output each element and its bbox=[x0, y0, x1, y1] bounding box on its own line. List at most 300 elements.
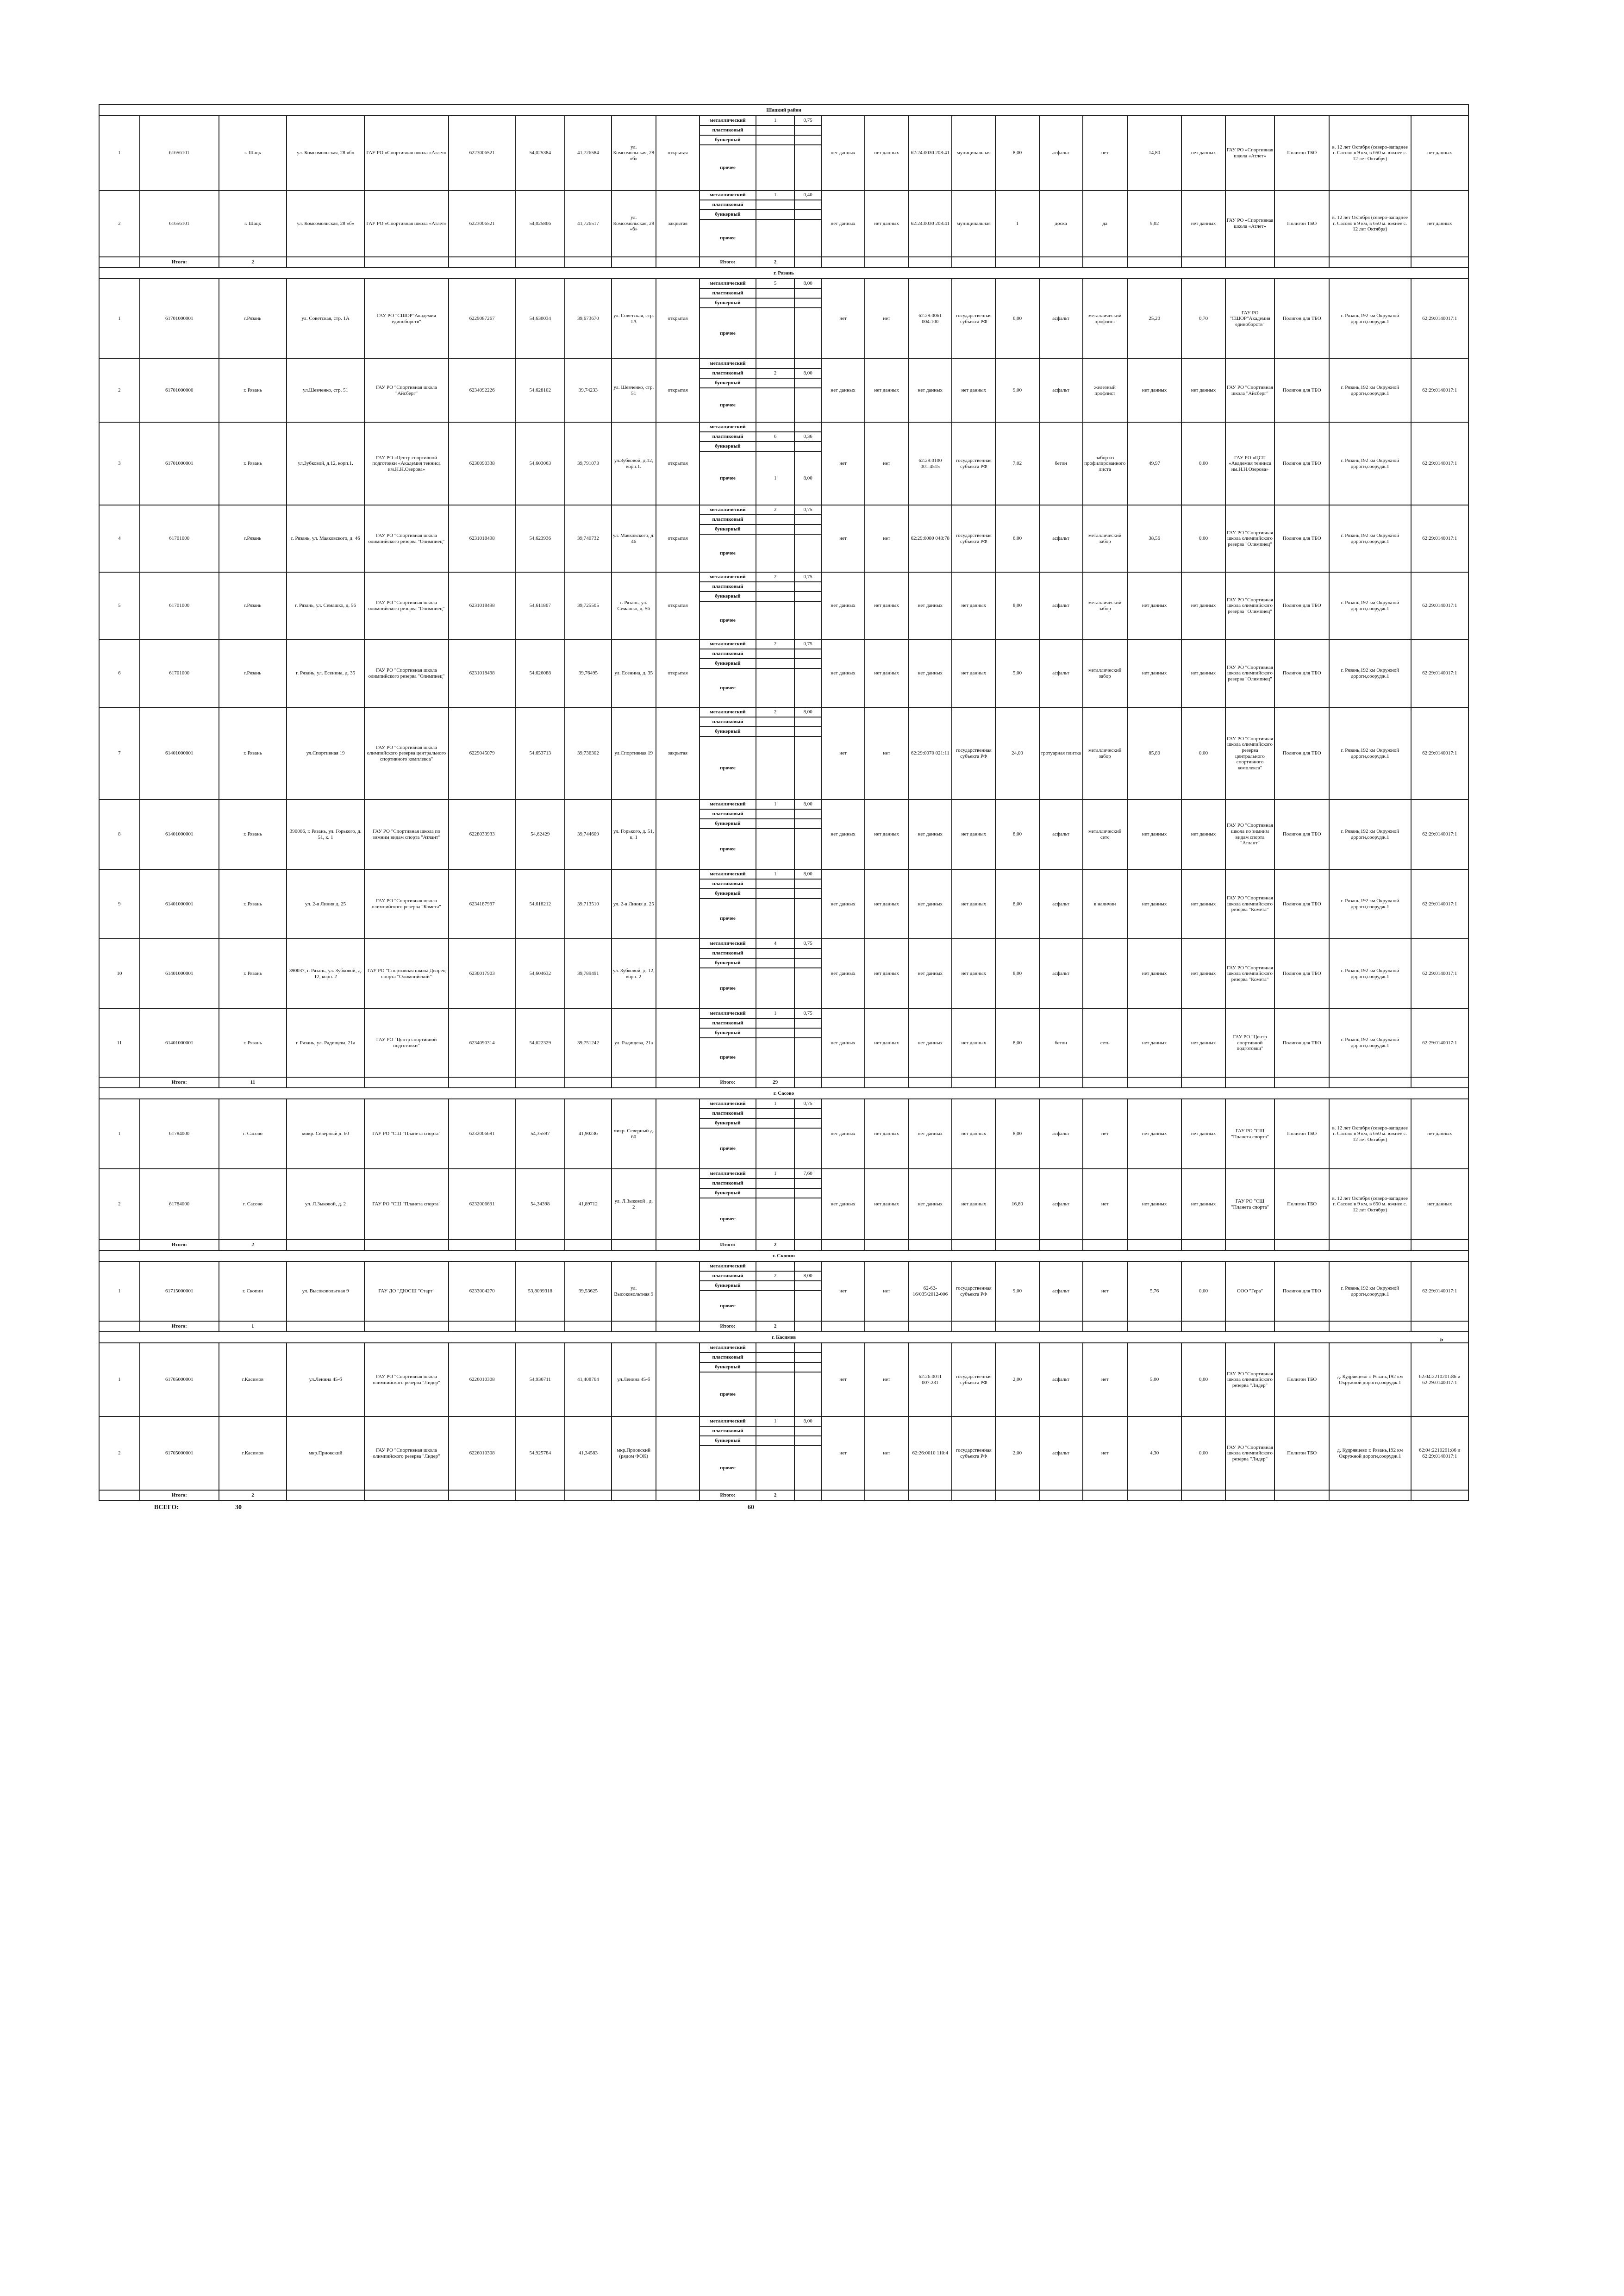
land-ownership: государственная субъекта РФ bbox=[952, 279, 995, 359]
container-type-label: металлический bbox=[700, 1099, 756, 1109]
empty-cell bbox=[515, 1077, 565, 1088]
total-label: Итого: bbox=[700, 1077, 756, 1088]
container-volume bbox=[794, 948, 821, 958]
site-area: 9,00 bbox=[995, 359, 1039, 422]
container-count: 1 bbox=[756, 799, 794, 809]
site-area: 2,00 bbox=[995, 1416, 1039, 1490]
container-count bbox=[756, 1446, 794, 1490]
longitude: 41,726517 bbox=[565, 190, 612, 257]
container-type-label: бункерный bbox=[700, 1436, 756, 1446]
row-number: 1 bbox=[99, 1343, 140, 1416]
empty-cell bbox=[1411, 1490, 1468, 1501]
site-owner: ГАУ РО "Спортивная школа олимпийского резерва "Лидер" bbox=[1225, 1343, 1275, 1416]
site-length: нет данных bbox=[1127, 359, 1182, 422]
location: ул.Спортивная 19 bbox=[612, 707, 656, 799]
container-type-label: прочее bbox=[700, 1128, 756, 1169]
container-volume: 0,75 bbox=[794, 939, 821, 948]
empty-cell bbox=[612, 1240, 656, 1250]
location: ул. Советская, стр. 1А bbox=[612, 279, 656, 359]
cell-col-22: нет данных bbox=[1181, 190, 1225, 257]
empty-cell bbox=[995, 257, 1039, 268]
empty-cell bbox=[1329, 1321, 1411, 1332]
fence-type: да bbox=[1083, 190, 1127, 257]
latitude: 54,623936 bbox=[515, 505, 565, 572]
oktmo-code: 61701000001 bbox=[140, 422, 219, 505]
empty-cell bbox=[449, 257, 515, 268]
cell-col-14: нет данных bbox=[821, 939, 865, 1009]
empty-cell bbox=[1225, 1490, 1275, 1501]
address: ул.Спортивная 19 bbox=[287, 707, 364, 799]
oktmo-code: 61701000001 bbox=[140, 279, 219, 359]
operator-inn: 6228033933 bbox=[449, 799, 515, 869]
empty-cell bbox=[821, 257, 865, 268]
container-count: 4 bbox=[756, 939, 794, 948]
total-sites: 11 bbox=[219, 1077, 287, 1088]
total-containers: 2 bbox=[756, 1240, 794, 1250]
empty-cell bbox=[1274, 1240, 1329, 1250]
longitude: 39,725505 bbox=[565, 572, 612, 639]
empty-cell bbox=[1329, 1077, 1411, 1088]
longitude: 41,726584 bbox=[565, 116, 612, 190]
fence-type: металлический сетс bbox=[1083, 799, 1127, 869]
cell-col-14: нет bbox=[821, 279, 865, 359]
operator-name: ГАУ РО "Спортивная школа Дворец спорта "Олимпийский" bbox=[364, 939, 449, 1009]
empty-cell bbox=[99, 1490, 140, 1501]
empty-cell bbox=[908, 1321, 952, 1332]
surface-type: тротуарная плитка bbox=[1039, 707, 1083, 799]
table-row bbox=[99, 1009, 1468, 1018]
container-count: 2 bbox=[756, 505, 794, 515]
latitude: 54,618212 bbox=[515, 869, 565, 939]
container-volume bbox=[794, 1128, 821, 1169]
container-count bbox=[756, 649, 794, 659]
longitude: 39,713510 bbox=[565, 869, 612, 939]
destination-address: г. Рязань,192 км Окружной дороги,соорудж.1 bbox=[1329, 1261, 1411, 1321]
empty-cell bbox=[1039, 1077, 1083, 1088]
oktmo-code: 61784000 bbox=[140, 1099, 219, 1169]
total-label: Итого: bbox=[140, 1077, 219, 1088]
container-volume bbox=[794, 1446, 821, 1490]
settlement: г. Шацк bbox=[219, 190, 287, 257]
total-label: Итого: bbox=[140, 1240, 219, 1250]
surface-type: асфальт bbox=[1039, 799, 1083, 869]
latitude: 54,622329 bbox=[515, 1009, 565, 1077]
cadastral-number: нет данных bbox=[908, 1009, 952, 1077]
empty-cell bbox=[99, 1240, 140, 1250]
destination-cadastral: 62:29:0140017:1 bbox=[1411, 639, 1468, 707]
empty-cell bbox=[1225, 1321, 1275, 1332]
empty-cell bbox=[99, 1077, 140, 1088]
container-type-label: прочее bbox=[700, 968, 756, 1009]
container-type-label: прочее bbox=[700, 534, 756, 572]
site-area: 6,00 bbox=[995, 279, 1039, 359]
empty-cell bbox=[1181, 1240, 1225, 1250]
surface-type: асфальт bbox=[1039, 505, 1083, 572]
empty-cell bbox=[1274, 1321, 1329, 1332]
fence-type: нет bbox=[1083, 116, 1127, 190]
location: г. Рязань, ул. Семашко, д. 56 bbox=[612, 572, 656, 639]
empty-cell bbox=[1181, 1490, 1225, 1501]
section-header-row bbox=[99, 1088, 1468, 1099]
container-count bbox=[756, 1038, 794, 1077]
site-length: нет данных bbox=[1127, 869, 1182, 939]
total-containers: 2 bbox=[756, 1490, 794, 1501]
container-volume bbox=[794, 582, 821, 592]
container-type-label: пластиковый bbox=[700, 200, 756, 210]
site-owner: ГАУ РО "Центр спортивной подготовки" bbox=[1225, 1009, 1275, 1077]
site-owner: ГАУ РО "СШ "Планета спорта" bbox=[1225, 1169, 1275, 1240]
section-title: г. Сасово bbox=[99, 1088, 1468, 1099]
container-count bbox=[756, 135, 794, 145]
fence-type: железный профлист bbox=[1083, 359, 1127, 422]
grand-total-containers: 60 bbox=[748, 1504, 754, 1511]
empty-cell bbox=[1225, 257, 1275, 268]
latitude: 54,628102 bbox=[515, 359, 565, 422]
oktmo-code: 61401000001 bbox=[140, 869, 219, 939]
surface-type: доска bbox=[1039, 190, 1083, 257]
operator-name: ГАУ РО "Спортивная школа олимпийского резерва центрального спортивного комплекса" bbox=[364, 707, 449, 799]
table-row bbox=[99, 505, 1468, 515]
container-type-label: металлический bbox=[700, 939, 756, 948]
longitude: 39,791073 bbox=[565, 422, 612, 505]
destination-cadastral: нет данных bbox=[1411, 1169, 1468, 1240]
empty-cell bbox=[1411, 1077, 1468, 1088]
location: ул. Маяковского, д. 46 bbox=[612, 505, 656, 572]
cell-col-14: нет данных bbox=[821, 190, 865, 257]
total-containers: 29 bbox=[756, 1077, 794, 1088]
site-owner: ГАУ РО "СШ "Планета спорта" bbox=[1225, 1099, 1275, 1169]
container-type-label: пластиковый bbox=[700, 717, 756, 727]
empty-cell bbox=[449, 1077, 515, 1088]
container-count bbox=[756, 1128, 794, 1169]
container-count bbox=[756, 1188, 794, 1198]
container-type-label: пластиковый bbox=[700, 368, 756, 378]
longitude: 41,34583 bbox=[565, 1416, 612, 1490]
grand-total-sites: 30 bbox=[235, 1504, 242, 1511]
section-total-row bbox=[99, 257, 1468, 268]
operator-inn: 6229045079 bbox=[449, 707, 515, 799]
container-count bbox=[756, 1372, 794, 1416]
destination-address: в. 12 лет Октября (северо-западнее г. Сасово в 9 км, в 650 м. южнее с. 12 лет Октября) bbox=[1329, 1099, 1411, 1169]
empty-cell bbox=[908, 1077, 952, 1088]
waste-destination: Полигон для ТБО bbox=[1274, 869, 1329, 939]
waste-destination: Полигон для ТБО bbox=[1274, 707, 1329, 799]
site-type bbox=[656, 1343, 700, 1416]
row-number: 11 bbox=[99, 1009, 140, 1077]
empty-cell bbox=[908, 1240, 952, 1250]
container-volume bbox=[794, 534, 821, 572]
section-title: г. Касимов bbox=[99, 1332, 1468, 1343]
total-label: Итого: bbox=[700, 257, 756, 268]
container-volume bbox=[794, 200, 821, 210]
oktmo-code: 61656101 bbox=[140, 116, 219, 190]
container-type-label: металлический bbox=[700, 799, 756, 809]
site-type bbox=[656, 1009, 700, 1077]
container-volume bbox=[794, 1362, 821, 1372]
container-volume bbox=[794, 727, 821, 736]
container-count bbox=[756, 1028, 794, 1038]
site-length: 49,97 bbox=[1127, 422, 1182, 505]
cadastral-number: нет данных bbox=[908, 1099, 952, 1169]
container-count: 1 bbox=[756, 1416, 794, 1426]
empty-cell bbox=[794, 1321, 821, 1332]
container-type-label: прочее bbox=[700, 1198, 756, 1240]
address: ул. Высоковольтная 9 bbox=[287, 1261, 364, 1321]
empty-cell bbox=[952, 1490, 995, 1501]
operator-name: ГАУ РО "Спортивная школа олимпийского резерва "Олимпиец" bbox=[364, 572, 449, 639]
longitude: 39,751242 bbox=[565, 1009, 612, 1077]
container-count bbox=[756, 809, 794, 819]
cell-col-14: нет данных bbox=[821, 1009, 865, 1077]
container-count bbox=[756, 378, 794, 388]
container-volume bbox=[794, 819, 821, 829]
container-volume: 0,75 bbox=[794, 572, 821, 582]
cadastral-number: 62:29:0080 048:78 bbox=[908, 505, 952, 572]
site-area: 6,00 bbox=[995, 505, 1039, 572]
site-type: открытая bbox=[656, 572, 700, 639]
site-type bbox=[656, 799, 700, 869]
operator-inn: 6234092226 bbox=[449, 359, 515, 422]
location: ул. Высоковольтная 9 bbox=[612, 1261, 656, 1321]
cell-col-14: нет данных bbox=[821, 116, 865, 190]
container-count: 6 bbox=[756, 432, 794, 442]
address: мкр.Приокский bbox=[287, 1416, 364, 1490]
container-type-label: пластиковый bbox=[700, 809, 756, 819]
cell-col-22: нет данных bbox=[1181, 116, 1225, 190]
land-ownership: государственная субъекта РФ bbox=[952, 707, 995, 799]
cell-col-15: нет данных bbox=[865, 1099, 908, 1169]
container-volume: 8,00 bbox=[794, 1271, 821, 1281]
settlement: г. Рязань bbox=[219, 359, 287, 422]
section-total-row bbox=[99, 1321, 1468, 1332]
container-count bbox=[756, 727, 794, 736]
site-owner: ГАУ РО "Спортивная школа олимпийского резерва "Олимпиец" bbox=[1225, 639, 1275, 707]
empty-cell bbox=[995, 1490, 1039, 1501]
cell-col-14: нет данных bbox=[821, 1099, 865, 1169]
total-sites: 1 bbox=[219, 1321, 287, 1332]
cell-col-15: нет данных bbox=[865, 572, 908, 639]
empty-cell bbox=[364, 1077, 449, 1088]
container-type-label: металлический bbox=[700, 869, 756, 879]
operator-name: ГАУ РО «Спортивная школа «Атлет» bbox=[364, 116, 449, 190]
cell-col-22: 0,00 bbox=[1181, 505, 1225, 572]
container-count bbox=[756, 948, 794, 958]
cell-col-22: 0,00 bbox=[1181, 1416, 1225, 1490]
empty-cell bbox=[565, 257, 612, 268]
longitude: 41,89712 bbox=[565, 1169, 612, 1240]
empty-cell bbox=[515, 1490, 565, 1501]
empty-cell bbox=[565, 1490, 612, 1501]
empty-cell bbox=[821, 1240, 865, 1250]
site-type bbox=[656, 1099, 700, 1169]
empty-cell bbox=[821, 1490, 865, 1501]
longitude: 39,76495 bbox=[565, 639, 612, 707]
table-row bbox=[99, 1169, 1468, 1179]
waste-sites-registry bbox=[99, 104, 1469, 1501]
waste-destination: Полигон ТБО bbox=[1274, 190, 1329, 257]
site-length: 25,20 bbox=[1127, 279, 1182, 359]
empty-cell bbox=[1274, 1490, 1329, 1501]
site-owner: ГАУ РО "Спортивная школа олимпийского резерва "Олимпиец" bbox=[1225, 572, 1275, 639]
fence-type: нет bbox=[1083, 1343, 1127, 1416]
surface-type: асфальт bbox=[1039, 1099, 1083, 1169]
container-type-label: пластиковый bbox=[700, 879, 756, 889]
waste-destination: Полигон ТБО bbox=[1274, 1416, 1329, 1490]
total-label: Итого: bbox=[700, 1490, 756, 1501]
longitude: 39,740732 bbox=[565, 505, 612, 572]
fence-type bbox=[1083, 939, 1127, 1009]
oktmo-code: 61701000 bbox=[140, 505, 219, 572]
table-row bbox=[99, 359, 1468, 368]
container-type-label: бункерный bbox=[700, 135, 756, 145]
container-volume bbox=[794, 1291, 821, 1321]
section-total-row bbox=[99, 1077, 1468, 1088]
settlement: г.Рязань bbox=[219, 279, 287, 359]
empty-cell bbox=[656, 257, 700, 268]
cell-col-22: 0,70 bbox=[1181, 279, 1225, 359]
container-count: 2 bbox=[756, 368, 794, 378]
operator-inn: 6230017903 bbox=[449, 939, 515, 1009]
empty-cell bbox=[865, 1490, 908, 1501]
site-area: 1 bbox=[995, 190, 1039, 257]
container-volume bbox=[794, 1118, 821, 1128]
container-count bbox=[756, 1198, 794, 1240]
location: ул. 2-я Линия д. 25 bbox=[612, 869, 656, 939]
table-row bbox=[99, 572, 1468, 582]
latitude: 54,025806 bbox=[515, 190, 565, 257]
cell-col-15: нет данных bbox=[865, 116, 908, 190]
empty-cell bbox=[612, 257, 656, 268]
container-type-label: бункерный bbox=[700, 378, 756, 388]
cell-col-15: нет данных bbox=[865, 1169, 908, 1240]
operator-name: ГАУ ДО "ДЮСШ "Старт" bbox=[364, 1261, 449, 1321]
cadastral-number: 62:26:0010 110:4 bbox=[908, 1416, 952, 1490]
site-length: нет данных bbox=[1127, 572, 1182, 639]
container-volume bbox=[794, 125, 821, 135]
container-type-label: металлический bbox=[700, 1009, 756, 1018]
fence-type: металлический профлист bbox=[1083, 279, 1127, 359]
site-type: закрытая bbox=[656, 707, 700, 799]
cadastral-number: 62:29:0070 021:11 bbox=[908, 707, 952, 799]
location: ул. Л.Зыковой , д. 2 bbox=[612, 1169, 656, 1240]
container-type-label: бункерный bbox=[700, 1188, 756, 1198]
site-length: 4,30 bbox=[1127, 1416, 1182, 1490]
container-volume bbox=[794, 1261, 821, 1271]
empty-cell bbox=[1083, 257, 1127, 268]
container-count: 2 bbox=[756, 1271, 794, 1281]
site-owner: ГАУ РО «ЦСП «Академия тенниса им.Н.Н.Озерова» bbox=[1225, 422, 1275, 505]
surface-type: асфальт bbox=[1039, 939, 1083, 1009]
container-type-label: металлический bbox=[700, 359, 756, 368]
container-count bbox=[756, 592, 794, 601]
container-type-label: бункерный bbox=[700, 958, 756, 968]
operator-inn: 6231018498 bbox=[449, 505, 515, 572]
operator-name: ГАУ РО "Спортивная школа олимпийского резерва "Лидер" bbox=[364, 1416, 449, 1490]
empty-cell bbox=[794, 1240, 821, 1250]
container-type-label: пластиковый bbox=[700, 1109, 756, 1118]
site-area: 24,00 bbox=[995, 707, 1039, 799]
destination-cadastral: нет данных bbox=[1411, 116, 1468, 190]
container-type-label: металлический bbox=[700, 116, 756, 125]
empty-cell bbox=[449, 1321, 515, 1332]
site-length: нет данных bbox=[1127, 939, 1182, 1009]
cadastral-number: нет данных bbox=[908, 572, 952, 639]
cell-col-14: нет данных bbox=[821, 572, 865, 639]
container-type-label: бункерный bbox=[700, 592, 756, 601]
waste-destination: Полигон для ТБО bbox=[1274, 279, 1329, 359]
table-row bbox=[99, 190, 1468, 200]
oktmo-code: 61401000001 bbox=[140, 707, 219, 799]
site-length: нет данных bbox=[1127, 1009, 1182, 1077]
container-count bbox=[756, 219, 794, 257]
empty-cell bbox=[612, 1321, 656, 1332]
address: ул.Зубковой, д.12, корп.1. bbox=[287, 422, 364, 505]
fence-type: нет bbox=[1083, 1099, 1127, 1169]
empty-cell bbox=[1329, 257, 1411, 268]
operator-name: ГАУ РО "СШ "Планета спорта" bbox=[364, 1169, 449, 1240]
latitude: 54,604632 bbox=[515, 939, 565, 1009]
container-count bbox=[756, 601, 794, 639]
container-count bbox=[756, 145, 794, 190]
container-volume bbox=[794, 1436, 821, 1446]
container-volume bbox=[794, 145, 821, 190]
container-volume bbox=[794, 1179, 821, 1188]
grand-total-line bbox=[99, 1502, 1469, 1516]
row-number: 9 bbox=[99, 869, 140, 939]
container-type-label: бункерный bbox=[700, 1281, 756, 1291]
latitude: 54,62429 bbox=[515, 799, 565, 869]
latitude: 54,626088 bbox=[515, 639, 565, 707]
oktmo-code: 61705000001 bbox=[140, 1416, 219, 1490]
row-number: 1 bbox=[99, 116, 140, 190]
container-count bbox=[756, 1291, 794, 1321]
container-type-label: пластиковый bbox=[700, 948, 756, 958]
fence-type: сеть bbox=[1083, 1009, 1127, 1077]
container-type-label: прочее bbox=[700, 219, 756, 257]
operator-inn: 6223006521 bbox=[449, 190, 515, 257]
container-volume bbox=[794, 442, 821, 451]
surface-type: асфальт bbox=[1039, 572, 1083, 639]
cell-col-15: нет данных bbox=[865, 639, 908, 707]
land-ownership: нет данных bbox=[952, 869, 995, 939]
site-type bbox=[656, 1261, 700, 1321]
land-ownership: нет данных bbox=[952, 1099, 995, 1169]
land-ownership: нет данных bbox=[952, 799, 995, 869]
cell-col-22: нет данных bbox=[1181, 639, 1225, 707]
operator-name: ГАУ РО "СШ "Планета спорта" bbox=[364, 1099, 449, 1169]
cell-col-22: 0,00 bbox=[1181, 1261, 1225, 1321]
empty-cell bbox=[449, 1240, 515, 1250]
empty-cell bbox=[449, 1490, 515, 1501]
container-type-label: металлический bbox=[700, 422, 756, 432]
container-count bbox=[756, 1179, 794, 1188]
container-type-label: прочее bbox=[700, 451, 756, 505]
cell-col-22: нет данных bbox=[1181, 799, 1225, 869]
total-sites: 2 bbox=[219, 257, 287, 268]
container-type-label: металлический bbox=[700, 1416, 756, 1426]
surface-type: асфальт bbox=[1039, 1261, 1083, 1321]
container-count bbox=[756, 1118, 794, 1128]
destination-cadastral: 62:29:0140017:1 bbox=[1411, 1261, 1468, 1321]
container-volume bbox=[794, 592, 821, 601]
oktmo-code: 61656101 bbox=[140, 190, 219, 257]
container-volume: 8,00 bbox=[794, 451, 821, 505]
container-volume: 8,00 bbox=[794, 1416, 821, 1426]
settlement: г.Рязань bbox=[219, 639, 287, 707]
empty-cell bbox=[656, 1321, 700, 1332]
container-count bbox=[756, 958, 794, 968]
empty-cell bbox=[565, 1321, 612, 1332]
